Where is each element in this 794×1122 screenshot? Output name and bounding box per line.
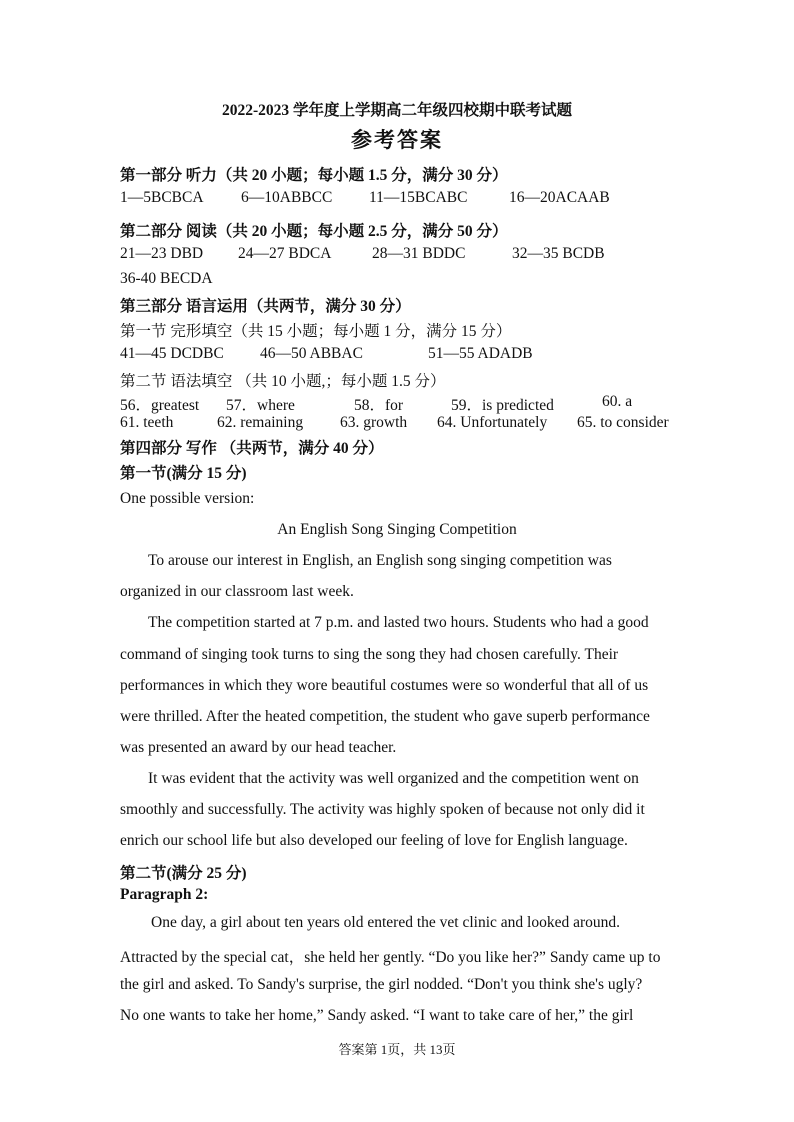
document-title: 2022-2023 学年度上学期高二年级四校期中联考试题 bbox=[221, 102, 573, 119]
grammar-answer: 65. to consider bbox=[577, 414, 669, 431]
essay-line: was presented an award by our head teacher. bbox=[120, 739, 397, 756]
paragraph-line: No one wants to take her home,” Sandy asked. “I want to take care of her,” the girl bbox=[120, 1007, 634, 1024]
part1-answer: 16—20ACAAB bbox=[509, 189, 610, 206]
essay-line: It was evident that the activity was well organized and the competition went on bbox=[148, 770, 639, 787]
grammar-answer: 57．where bbox=[226, 397, 295, 414]
grammar-answer: 58．for bbox=[354, 397, 404, 414]
part1-answer: 6—10ABBCC bbox=[241, 189, 333, 206]
part1-answer: 11—15BCABC bbox=[369, 189, 468, 206]
essay-line: To arouse our interest in English, an English song singing competition was bbox=[148, 552, 612, 569]
grammar-answer: 56．greatest bbox=[120, 397, 200, 414]
essay-title: An English Song Singing Competition bbox=[277, 521, 517, 538]
paragraph-line: Attracted by the special cat，she held her gently. “Do you like her?” Sandy came up to bbox=[120, 949, 661, 966]
part4-section1-heading: 第一节(满分 15 分) bbox=[120, 465, 247, 482]
grammar-answer: 59．is predicted bbox=[451, 397, 554, 414]
part2-answer: 24—27 BDCA bbox=[238, 245, 332, 262]
grammar-answer: 64. Unfortunately bbox=[437, 414, 548, 431]
part2-answer: 21—23 DBD bbox=[120, 245, 204, 262]
part3-section1-answer: 41—45 DCDBC bbox=[120, 345, 224, 362]
paragraph-label: Paragraph 2: bbox=[120, 886, 209, 903]
essay-line: organized in our classroom last week. bbox=[120, 583, 354, 600]
essay-line: smoothly and successfully. The activity was highly spoken of because not only did it bbox=[120, 801, 645, 818]
part2-answer: 32—35 BCDB bbox=[512, 245, 605, 262]
grammar-answer: 61. teeth bbox=[120, 414, 174, 431]
grammar-answer: 63. growth bbox=[340, 414, 408, 431]
part1-heading: 第一部分 听力（共 20 小题；每小题 1.5 分，满分 30 分） bbox=[120, 167, 508, 184]
part3-section2-heading: 第二节 语法填空 （共 10 小题,；每小题 1.5 分） bbox=[120, 373, 446, 390]
part3-section1-heading: 第一节 完形填空（共 15 小题；每小题 1 分，满分 15 分） bbox=[120, 323, 512, 340]
document-subtitle: 参考答案 bbox=[351, 128, 443, 152]
grammar-answer: 62. remaining bbox=[217, 414, 304, 431]
page-number: 答案第 1页，共 13页 bbox=[338, 1042, 456, 1057]
part4-section2-heading: 第二节(满分 25 分) bbox=[120, 865, 247, 882]
paragraph-line: One day, a girl about ten years old entered the vet clinic and looked around. bbox=[151, 914, 620, 931]
part3-heading: 第三部分 语言运用（共两节，满分 30 分） bbox=[120, 298, 411, 315]
part3-section1-answer: 46—50 ABBAC bbox=[260, 345, 363, 362]
part2-answer: 28—31 BDDC bbox=[372, 245, 466, 262]
grammar-answer: 60. a bbox=[602, 393, 633, 410]
essay-line: were thrilled. After the heated competition, the student who gave superb performance bbox=[120, 708, 650, 725]
part2-answer: 36-40 BECDA bbox=[120, 270, 213, 287]
paragraph-line: the girl and asked. To Sandy's surprise, the girl nodded. “Don't you think she's ugly? bbox=[120, 976, 643, 993]
essay-line: command of singing took turns to sing the song they had chosen carefully. Their bbox=[120, 646, 619, 663]
essay-line: The competition started at 7 p.m. and lasted two hours. Students who had a good bbox=[148, 614, 649, 631]
essay-line: performances in which they wore beautiful costumes were so wonderful that all of us bbox=[120, 677, 649, 694]
part3-section1-answer: 51—55 ADADB bbox=[428, 345, 533, 362]
part4-heading: 第四部分 写作 （共两节，满分 40 分） bbox=[120, 440, 384, 457]
part2-heading: 第二部分 阅读（共 20 小题；每小题 2.5 分，满分 50 分） bbox=[120, 223, 508, 240]
essay-line: enrich our school life but also developed our feeling of love for English language. bbox=[120, 832, 628, 849]
part1-answer: 1—5BCBCA bbox=[120, 189, 204, 206]
version-label: One possible version: bbox=[120, 490, 255, 507]
